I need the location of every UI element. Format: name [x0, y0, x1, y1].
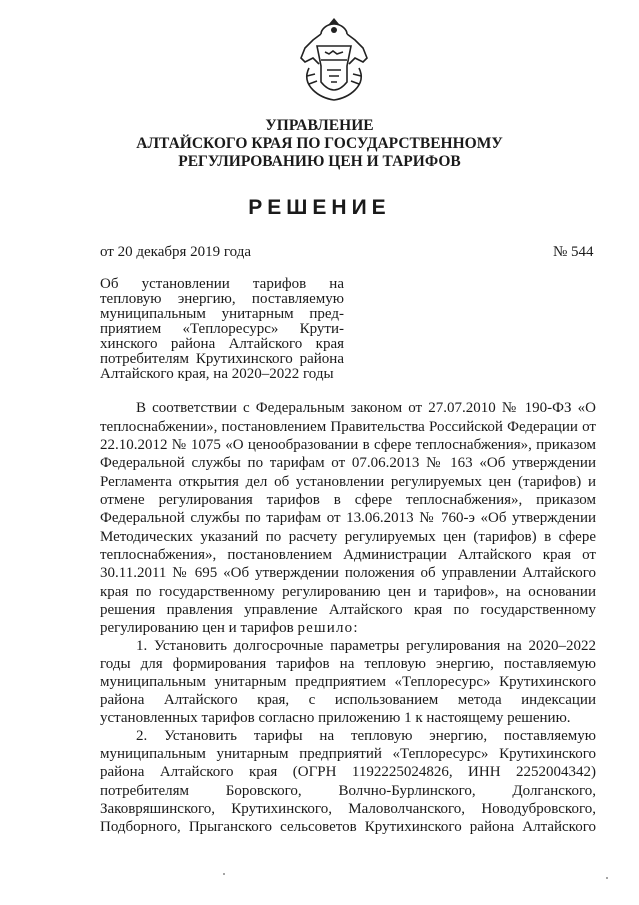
- body-line: теплоснабжения», постановлением Администрации Алтайского края от: [100, 547, 596, 563]
- body-line: 22.10.2012 № 1075 «О ценообразовании в сфере теплоснабжения», приказом: [100, 437, 596, 453]
- scan-speck: [606, 877, 608, 879]
- subject-line: тепловую энергию, поставляемую: [100, 291, 344, 307]
- subject-line: хинского района Алтайского края: [100, 336, 344, 352]
- org-name-line: АЛТАЙСКОГО КРАЯ ПО ГОСУДАРСТВЕННОМУ: [136, 135, 503, 152]
- coat-of-arms-emblem: [291, 18, 377, 104]
- document-date: от 20 декабря 2019 года: [100, 244, 252, 260]
- body-line: теплоснабжении», постановлением Правительства Российской Федерации от: [100, 419, 596, 435]
- body-line: Регламента открытия дел об установлении регулируемых цен (тарифов) и: [100, 474, 596, 490]
- body-line: установленных тарифов согласно приложению 1 к настоящему решению.: [100, 710, 571, 726]
- document-number: № 544: [553, 244, 594, 260]
- body-line: В соответствии с Федеральным законом от 27.07.2010 № 190-ФЗ «О: [136, 400, 596, 416]
- org-name-line: УПРАВЛЕНИЕ: [265, 117, 374, 134]
- body-line: Подборного, Прыганского сельсоветов Крутихинского района Алтайского: [100, 819, 596, 835]
- subject-line: муниципальным унитарным пред-: [100, 306, 344, 322]
- body-line: района Алтайского края (ОГРН 1192225024826, ИНН 2252004342): [100, 764, 596, 780]
- body-line: 30.11.2011 № 695 «Об утверждении положения об управлении Алтайского: [100, 565, 596, 581]
- body-line: потребителям Боровского, Волчно-Бурлинского, Долганского,: [100, 783, 596, 799]
- subject-line: потребителям Крутихинского района: [100, 351, 344, 367]
- body-line: регулированию цен и тарифов решило:: [100, 620, 358, 636]
- body-line: края по государственному регулированию цен и тарифов», на основании: [100, 584, 596, 600]
- body-line: Федеральной службы по тарифам от 13.06.2013 № 760-э «Об утверждении: [100, 510, 596, 526]
- body-line: Методических указаний по расчету регулируемых цен (тарифов) в сфере: [100, 529, 596, 545]
- subject-line: Об установлении тарифов на: [100, 276, 344, 292]
- body-line: Заковряшинского, Крутихинского, Маловолчанского, Новодубровского,: [100, 801, 596, 817]
- body-line: Федеральной службы по тарифам от 07.06.2013 № 163 «Об утверждении: [100, 455, 596, 471]
- body-line: 1. Установить долгосрочные параметры регулирования на 2020–2022: [136, 638, 596, 654]
- body-text: регулированию цен и тарифов: [100, 620, 294, 636]
- spaced-word: решило: [297, 620, 354, 636]
- body-line: района Алтайского края, с использованием метода индексации: [100, 692, 596, 708]
- subject-line: Алтайского края, на 2020–2022 годы: [100, 366, 334, 382]
- body-line: отмене регулирования тарифов в сфере теплоснабжения», приказом: [100, 492, 596, 508]
- subject-line: приятием «Теплоресурс» Крути-: [100, 321, 344, 337]
- body-line: годы для формирования тарифов на тепловую энергию, поставляемую: [100, 656, 596, 672]
- org-name-line: РЕГУЛИРОВАНИЮ ЦЕН И ТАРИФОВ: [178, 153, 461, 170]
- body-line: муниципальным унитарным предприятий «Теплоресурс» Крутихинского: [100, 746, 596, 762]
- scan-speck: [223, 873, 225, 875]
- document-title: РЕШЕНИЕ: [248, 196, 391, 219]
- body-line: муниципальным унитарным предприятием «Теплоресурс» Крутихинского: [100, 674, 596, 690]
- body-line: 2. Установить тарифы на тепловую энергию, поставляемую: [136, 728, 596, 744]
- body-line: решения правления управление Алтайского края по государственному: [100, 602, 596, 618]
